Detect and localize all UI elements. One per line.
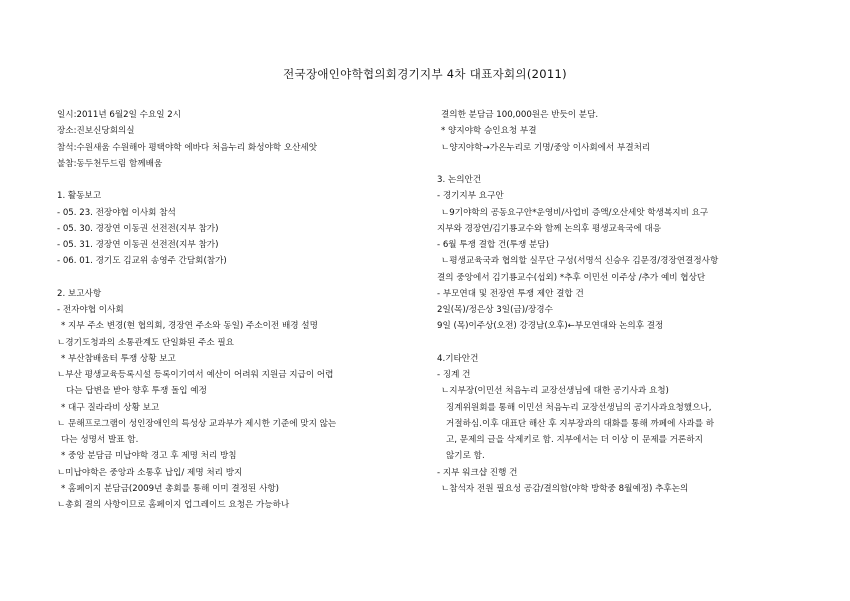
text-line: * 양지야학 승인요청 부결 <box>441 126 537 137</box>
text-line: * 홈페이지 분담금(2009년 총회를 통해 이미 결정된 사항) <box>61 483 280 494</box>
text-line: 고, 문제의 글을 삭제키로 함. 지부에서는 더 이상 이 문제를 거론하지 <box>446 435 703 445</box>
text-line: 않기로 함. <box>446 451 485 462</box>
section-heading: 2. 보고사항 <box>57 288 102 299</box>
document-title: 전국장애인야학협의회경기지부 4차 대표자회의(2011) <box>283 67 567 81</box>
text-line: - 지부 워크샵 진행 건 <box>437 467 518 478</box>
text-line: 지부와 경장연/김기룡교수와 함께 논의후 평생교육국에 대응 <box>437 223 662 234</box>
text-line: ㄴ지부장(이민선 처음누리 교장선생님에 대한 공기사과 요청) <box>441 386 669 397</box>
text-line: * 대구 질라라비 상황 보고 <box>61 402 160 413</box>
text-line: - 경기지부 요구안 <box>437 191 504 202</box>
text-line: 다는 답변을 받아 향후 투쟁 돌입 예정 <box>66 386 207 397</box>
text-line: - 징계 건 <box>437 370 471 380</box>
text-line: 징계위원회를 통해 이민선 처음누리 교장선생님의 공기사과요청했으나, <box>446 402 712 413</box>
text-line: ㄴ경기도청과의 소통관계도 단일화된 주소 필요 <box>57 337 234 348</box>
text-line: ㄴ참석자 전원 필요성 공감/결의함(야학 방학중 8월예정) 추후논의 <box>441 483 689 494</box>
text-line: ㄴ양지야학→가온누리로 기명/중앙 이사회에서 부결처리 <box>441 142 651 153</box>
text-line: - 전자야협 이사회 <box>57 305 124 315</box>
section-heading: 3. 논의안건 <box>437 175 482 185</box>
text-line: ㄴ총회 결의 사항이므로 홈페이지 업그레이드 요청은 가능하나 <box>57 500 290 510</box>
text-line: * 지부 주소 변경(현 협의회, 경장연 주소와 동일) 주소이전 배경 설명 <box>61 321 318 332</box>
left-column <box>57 107 417 513</box>
text-line: 9일 (목)이주상(오전) 강경남(오후)←부모연대와 논의후 결정 <box>437 321 664 332</box>
blank-line <box>57 270 417 286</box>
text-line: - 부모연대 및 전장연 투쟁 제안 결합 건 <box>437 288 584 299</box>
text-line: - 06. 01. 경기도 김교위 송영주 간담회(참가) <box>57 256 227 267</box>
text-line: * 부산참배움터 투쟁 상황 보고 <box>61 353 176 364</box>
attendees: 참석:수원새움 수원해아 평택야학 에바다 처음누리 화성야학 오산세앗 <box>57 142 318 153</box>
text-line: - 6월 투쟁 결합 건(투쟁 분담) <box>437 240 549 250</box>
text-line: ㄴ평생교육국과 협의할 실무단 구성(서명석 신승우 김문경/경장연결정사항 <box>441 256 719 267</box>
text-line: - 05. 30. 경장연 이동권 선전전(지부 참가) <box>57 223 219 234</box>
text-line: ㄴ9기야학의 공동요구안*운영비/사업비 증액/오산세앗 학생복지비 요구 <box>441 207 709 218</box>
meeting-place: 장소:진보신당회의실 <box>57 126 135 137</box>
text-line: 결의 중앙에서 김기룡교수(섭외) *추후 이민선 이주상 /추가 예비 협상단 <box>437 272 706 283</box>
right-column <box>437 107 807 497</box>
text-line: ㄴ미납야학은 중앙과 소통후 납입/ 제명 처리 방지 <box>57 467 243 478</box>
text-line: 다는 성명서 발표 함. <box>61 435 139 445</box>
section-heading: 4.기타안건 <box>437 353 479 364</box>
text-line: - 05. 23. 전장야협 이사회 참석 <box>57 207 176 218</box>
blank-line <box>437 335 807 351</box>
text-line: ㄴ부산 평생교육등록시설 등록이기여서 예산이 어려워 지원금 지급이 어렵 <box>57 370 334 380</box>
blank-line <box>437 156 807 172</box>
meeting-date: 일시:2011년 6월2일 수요일 2시 <box>57 110 182 120</box>
absentees: 불참:동두천두드림 함께배움 <box>57 158 163 169</box>
text-line: * 중앙 분담금 미납야학 경고 후 제명 처리 방침 <box>61 451 237 462</box>
text-line: - 05. 31. 경장연 이동권 선전전(지부 참가) <box>57 240 219 250</box>
text-line: 거절하심.이후 대표단 해산 후 지부장과의 대화를 통해 까페에 사과를 하 <box>446 418 715 429</box>
blank-line <box>57 172 417 188</box>
text-line: 2일(목)/정은상 3일(금)/장경수 <box>437 305 553 315</box>
text-line: ㄴ 문해프로그램이 성인장애인의 특성상 교과부가 제시한 기준에 맞지 않는 <box>57 418 337 429</box>
text-line: 결의한 분담금 100,000원은 반듯이 분담. <box>441 110 599 120</box>
section-heading: 1. 활동보고 <box>57 191 102 202</box>
